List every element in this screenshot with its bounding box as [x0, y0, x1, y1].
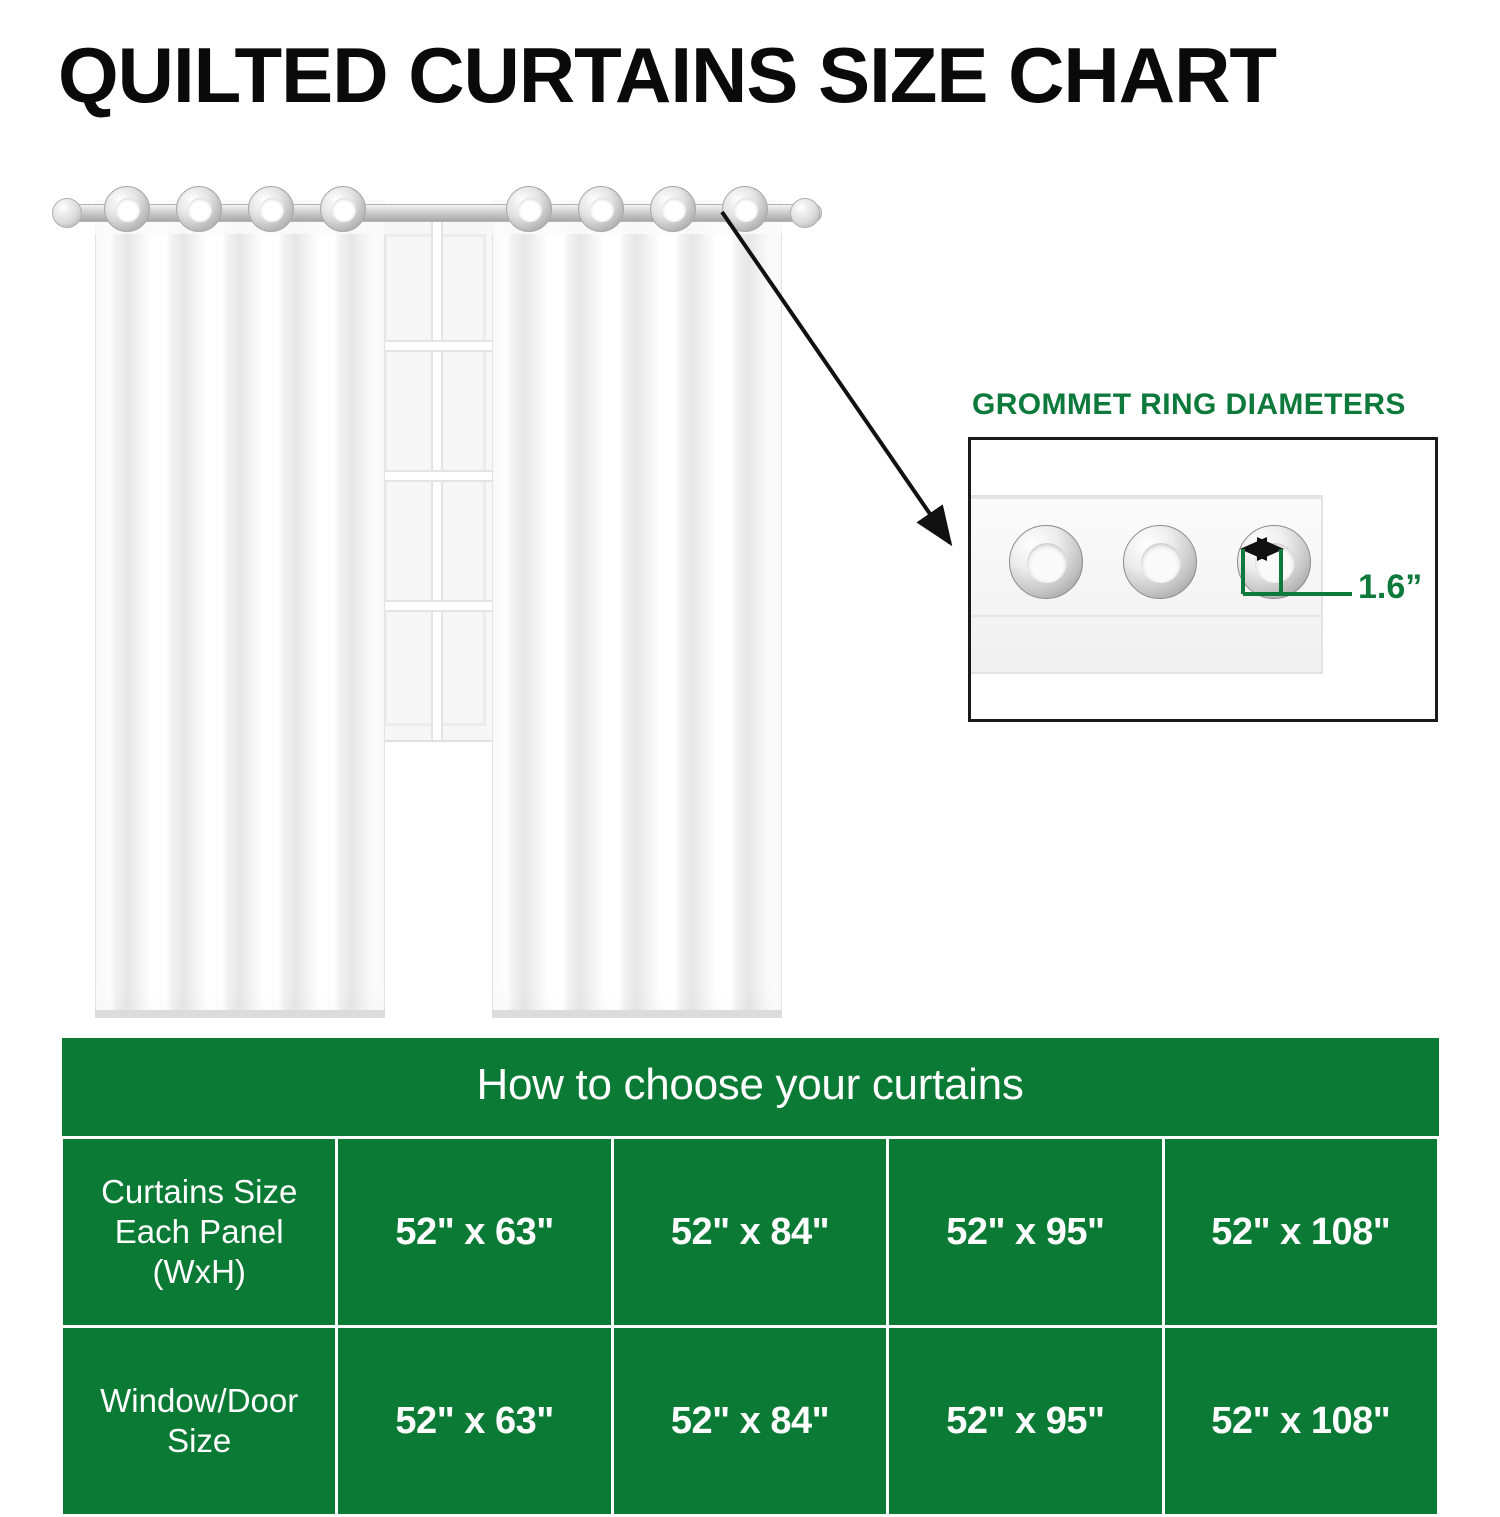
- grommet-detail-heading: GROMMET RING DIAMETERS: [972, 388, 1406, 421]
- grommet-ring-icon: [506, 186, 552, 232]
- grommet-diameter-label: 1.6”: [1358, 568, 1423, 606]
- grommet-ring-icon: [248, 186, 294, 232]
- window-behind-curtains: [368, 218, 502, 742]
- curtain-illustration: [0, 160, 930, 1020]
- table-row: [62, 1327, 1439, 1516]
- table-caption: How to choose your curtains: [62, 1038, 1439, 1138]
- cell-window-size-1: 52" x 63": [337, 1327, 612, 1516]
- window-mullion-horizontal: [370, 340, 500, 352]
- grommet-ring-icon: [176, 186, 222, 232]
- table-caption-row: [62, 1038, 1439, 1138]
- row-header-line: Each Panel: [114, 1212, 284, 1250]
- curtain-hem: [492, 1010, 782, 1018]
- rod-finial-left-icon: [52, 198, 82, 228]
- row-header-window-door-size: [62, 1327, 337, 1516]
- curtain-rod: [60, 204, 822, 222]
- size-chart-table: [60, 1038, 1440, 1517]
- grommet-ring-detail-icon: [1237, 525, 1311, 599]
- row-header-line: Curtains Size: [101, 1172, 298, 1210]
- row-header-line: (WxH): [152, 1253, 246, 1291]
- cell-window-size-3: 52" x 95": [888, 1327, 1163, 1516]
- cell-window-size-2: 52" x 84": [612, 1327, 887, 1516]
- cell-panel-size-3: 52" x 95": [888, 1138, 1163, 1327]
- grommet-ring-icon: [104, 186, 150, 232]
- grommet-ring-icon: [722, 186, 768, 232]
- grommet-ring-icon: [578, 186, 624, 232]
- grommet-ring-detail-icon: [1009, 525, 1083, 599]
- page-title: QUILTED CURTAINS SIZE CHART: [58, 31, 1277, 119]
- cell-window-size-4: 52" x 108": [1163, 1327, 1438, 1516]
- row-header-line: Window/Door: [100, 1381, 299, 1419]
- grommet-ring-icon: [650, 186, 696, 232]
- cell-panel-size-2: 52" x 84": [612, 1138, 887, 1327]
- row-header-curtains-size: [62, 1138, 337, 1327]
- grommet-ring-icon: [320, 186, 366, 232]
- cell-panel-size-1: 52" x 63": [337, 1138, 612, 1327]
- grommet-ring-detail-icon: [1123, 525, 1197, 599]
- curtain-fabric: [492, 200, 782, 1018]
- table-row: [62, 1138, 1439, 1327]
- curtain-fabric: [95, 200, 385, 1018]
- left-curtain-panel: [95, 200, 385, 1018]
- fabric-seam-line: [971, 615, 1321, 617]
- rod-finial-right-icon: [790, 198, 820, 228]
- cell-panel-size-4: 52" x 108": [1163, 1138, 1438, 1327]
- curtain-hem: [95, 1010, 385, 1018]
- fabric-seam-line: [971, 497, 1321, 499]
- window-mullion-horizontal: [370, 600, 500, 612]
- row-header-line: Size: [167, 1422, 232, 1459]
- window-mullion-horizontal: [370, 470, 500, 482]
- right-curtain-panel: [492, 200, 782, 1018]
